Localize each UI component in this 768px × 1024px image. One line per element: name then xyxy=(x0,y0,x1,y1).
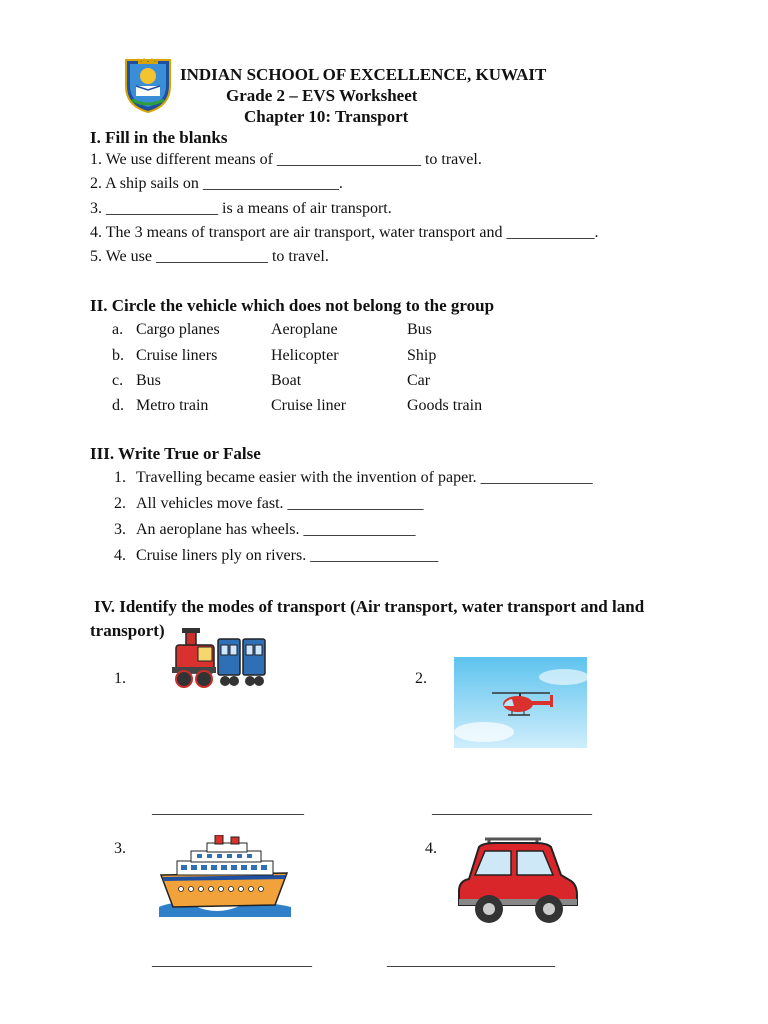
section4-title-cont: transport) xyxy=(90,621,165,640)
fill-blank-item: 4. The 3 means of transport are air transport, water transport and ___________. xyxy=(90,224,599,241)
option-cell: Goods train xyxy=(407,397,483,414)
cruise-ship-image xyxy=(157,835,293,917)
item-number: 2. xyxy=(114,495,126,512)
option-cell: Cargo planes xyxy=(136,321,220,338)
fill-blank-item: 3. ______________ is a means of air transport. xyxy=(90,200,392,217)
answer-blank[interactable]: ____________________ xyxy=(432,800,592,817)
item-number: 1. xyxy=(114,469,126,486)
car-image xyxy=(455,833,580,928)
fill-blank-item: 1. We use different means of __________________ to travel. xyxy=(90,151,482,168)
option-cell: Ship xyxy=(407,347,437,364)
school-logo xyxy=(122,56,174,114)
item-number: 2. xyxy=(415,670,427,687)
true-false-item: All vehicles move fast. _________________ xyxy=(136,495,424,512)
section1-title: I. Fill in the blanks xyxy=(90,128,228,147)
item-number: 3. xyxy=(114,521,126,538)
row-label: a. xyxy=(112,321,124,338)
row-label: c. xyxy=(112,372,124,389)
fill-blank-item: 5. We use ______________ to travel. xyxy=(90,248,329,265)
school-name: INDIAN SCHOOL OF EXCELLENCE, KUWAIT xyxy=(180,65,547,84)
section3-title: III. Write True or False xyxy=(90,444,261,463)
item-number: 1. xyxy=(114,670,126,687)
option-cell: Helicopter xyxy=(271,347,339,364)
option-cell: Bus xyxy=(407,321,432,338)
answer-blank[interactable]: ___________________ xyxy=(152,800,304,817)
item-number: 4. xyxy=(425,840,437,857)
true-false-item: An aeroplane has wheels. ______________ xyxy=(136,521,416,538)
option-cell: Boat xyxy=(271,372,302,389)
answer-blank[interactable]: _____________________ xyxy=(387,952,555,969)
option-cell: Metro train xyxy=(136,397,209,414)
item-number: 4. xyxy=(114,547,126,564)
helicopter-image xyxy=(454,657,587,748)
section2-title: II. Circle the vehicle which does not belong to the group xyxy=(90,296,495,315)
train-image xyxy=(170,627,270,691)
fill-blank-item: 2. A ship sails on _________________. xyxy=(90,175,343,192)
option-cell: Aeroplane xyxy=(271,321,338,338)
worksheet-title: Grade 2 – EVS Worksheet xyxy=(226,86,418,105)
row-label: d. xyxy=(112,397,124,414)
option-cell: Bus xyxy=(136,372,161,389)
item-number: 3. xyxy=(114,840,126,857)
section4-title: IV. Identify the modes of transport (Air transport, water transport and land xyxy=(94,597,645,616)
answer-blank[interactable]: ____________________ xyxy=(152,952,312,969)
true-false-item: Travelling became easier with the invention of paper. ______________ xyxy=(136,469,593,486)
chapter-title: Chapter 10: Transport xyxy=(244,107,409,126)
option-cell: Cruise liner xyxy=(271,397,347,414)
true-false-item: Cruise liners ply on rivers. ________________ xyxy=(136,547,439,564)
option-cell: Cruise liners xyxy=(136,347,218,364)
option-cell: Car xyxy=(407,372,431,389)
row-label: b. xyxy=(112,347,124,364)
